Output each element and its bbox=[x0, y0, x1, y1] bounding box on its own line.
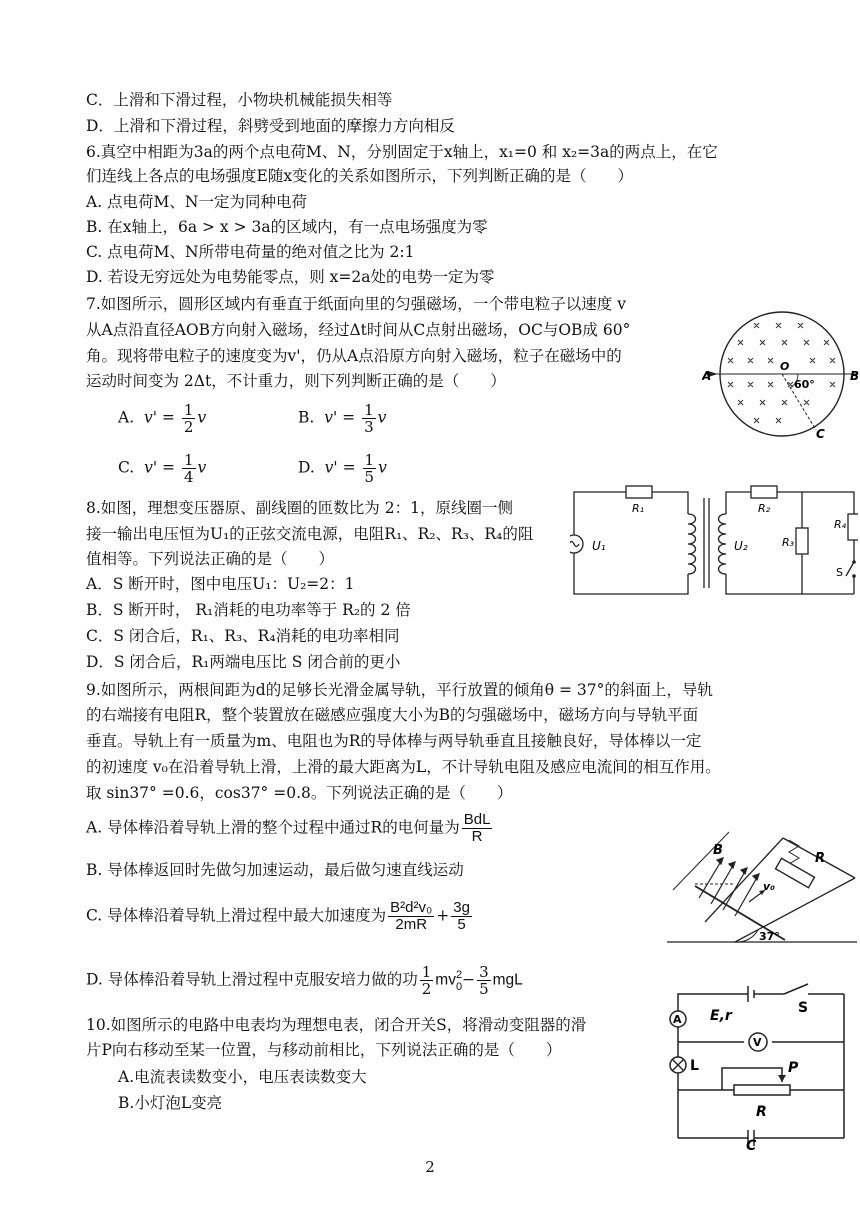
q8-stem-line2: 接一输出电压恒为U₁的正弦交流电源，电阻R₁、R₂、R₃、R₄的阻 bbox=[86, 525, 534, 543]
angle-37-label: 37° bbox=[759, 930, 780, 943]
q9-stem-line4: 的初速度 v₀在沿着导轨上滑，上滑的最大距离为L，不计导轨电阻及感应电流间的相互作用。 bbox=[86, 758, 721, 776]
q7-option-a: A. v' = $\frac{1}{2}$ v bbox=[118, 401, 207, 436]
q10-stem-line1: 10.如图所示的电路中电表均为理想电表，闭合开关S，将滑动变阻器的滑 bbox=[86, 1016, 587, 1034]
r1-label: R₁ bbox=[632, 502, 645, 515]
v0-label: v₀ bbox=[763, 880, 775, 893]
field-into-page-marks bbox=[728, 323, 835, 423]
point-c-label: C bbox=[816, 427, 825, 441]
q6-option-a: A. 点电荷M、N一定为同种电荷 bbox=[86, 193, 307, 211]
q9-stem-line2: 的右端接有电阻R，整个装置放在磁感应强度大小为B的匀强磁场中，磁场方向与导轨平面 bbox=[86, 706, 699, 724]
q5-option-c: C．上滑和下滑过程，小物块机械能损失相等 bbox=[86, 91, 393, 109]
q6-stem-line2: 们连线上各点的电场强度E随x变化的关系如图所示，下列判断正确的是（ ） bbox=[86, 167, 634, 185]
q6-option-d: D. 若设无穷远处为电势能零点，则 x=2a处的电势一定为零 bbox=[86, 268, 495, 286]
voltmeter-label: V bbox=[753, 1036, 762, 1049]
point-b-label: B bbox=[850, 369, 860, 383]
q9-option-c: C. 导体棒沿着导轨上滑过程中最大加速度为 $\frac{\text{B²d²v₀}}{2mR}$ + $\frac{3g}{5}$ bbox=[86, 899, 470, 933]
q8-option-b: B．S 断开时， R₁消耗的电功率等于 R₂的 2 倍 bbox=[86, 601, 411, 619]
q8-option-c: C．S 闭合后，R₁、R₃、R₄消耗的电功率相同 bbox=[86, 627, 400, 645]
q8-stem-line3: 值相等。下列说法正确的是（ ） bbox=[86, 550, 335, 568]
q7-stem-line1: 7.如图所示，圆形区域内有垂直于纸面向里的匀强磁场，一个带电粒子以速度 v bbox=[86, 295, 626, 313]
lamp-l-label: L bbox=[690, 1058, 699, 1074]
slider-p-label: P bbox=[788, 1060, 799, 1076]
q8-option-d: D．S 闭合后，R₁两端电压比 S 闭合前的更小 bbox=[86, 653, 401, 671]
q9-inclined-rails-figure bbox=[665, 828, 860, 946]
ammeter-label: A bbox=[673, 1013, 682, 1026]
q10-option-b: B.小灯泡L变亮 bbox=[118, 1094, 223, 1112]
q5-option-d: D．上滑和下滑过程，斜劈受到地面的摩擦力方向相反 bbox=[86, 117, 455, 135]
q9-option-b: B. 导体棒返回时先做匀加速运动，最后做匀速直线运动 bbox=[86, 861, 464, 879]
q10-option-a: A.电流表读数变小，电压表读数变大 bbox=[118, 1068, 367, 1086]
q9-option-d: D. 导体棒沿着导轨上滑过程中克服安培力做的功 $\frac{1}{2}$ mv 2 0 − $\frac{3}{5}$ mgL bbox=[86, 963, 523, 998]
q7-stem-line3: 角。现将带电粒子的速度变为v'，仍从A点沿原方向射入磁场，粒子在磁场中的 bbox=[86, 347, 622, 365]
q9-stem-line5: 取 sin37° =0.6，cos37° =0.8。下列说法正确的是（ ） bbox=[86, 784, 513, 802]
q7-magnetic-field-figure bbox=[702, 308, 860, 443]
q7-option-c: C. v' = $\frac{1}{4}$ v bbox=[118, 451, 207, 486]
q8-option-a: A．S 断开时，图中电压U₁：U₂=2：1 bbox=[86, 575, 355, 593]
source-er-label: E,r bbox=[710, 1008, 732, 1024]
q8-transformer-circuit bbox=[570, 484, 858, 602]
point-o-label: O bbox=[780, 360, 790, 373]
q7-option-b: B. v' = $\frac{1}{3}$ v bbox=[298, 401, 387, 436]
q7-stem-line2: 从A点沿直径AOB方向射入磁场，经过Δt时间从C点射出磁场，OC与OB成 60° bbox=[86, 321, 631, 339]
r3-label: R₃ bbox=[782, 536, 795, 549]
q7-option-d: D. v' = $\frac{1}{5}$ v bbox=[298, 451, 387, 486]
q6-stem-line1: 6.真空中相距为3a的两个点电荷M、N，分别固定于x轴上，x₁=0 和 x₂=3a的两点上，在它 bbox=[86, 143, 718, 161]
q6-option-c: C. 点电荷M、N所带电荷量的绝对值之比为 2:1 bbox=[86, 243, 415, 261]
switch-s-label: S bbox=[836, 566, 843, 579]
r4-label: R₄ bbox=[834, 518, 847, 531]
q10-circuit-figure bbox=[662, 982, 854, 1150]
u1-label: U₁ bbox=[592, 539, 606, 553]
q9-option-a: A. 导体棒沿着导轨上滑的整个过程中通过R的电何量为 BdL R bbox=[86, 811, 491, 845]
page-number: 2 bbox=[425, 1158, 435, 1176]
r2-label: R₂ bbox=[758, 502, 771, 515]
resistor-r-label: R bbox=[815, 851, 826, 866]
point-a-label: A bbox=[702, 369, 712, 383]
q10-stem-line2: 片P向右移动至某一位置，与移动前相比，下列说法正确的是（ ） bbox=[86, 1041, 562, 1059]
q9-stem-line1: 9.如图所示，两根间距为d的足够长光滑金属导轨，平行放置的倾角θ = 37°的斜面上，导轨 bbox=[86, 681, 713, 699]
b-field-label: B bbox=[713, 843, 723, 858]
resistor-r-label: R bbox=[756, 1104, 767, 1120]
angle-60-label: 60° bbox=[794, 378, 815, 391]
q7-stem-line4: 运动时间变为 2Δt，不计重力，则下列判断正确的是（ ） bbox=[86, 372, 506, 390]
capacitor-c-label: C bbox=[746, 1138, 757, 1150]
q6-option-b: B. 在x轴上，6a > x > 3a的区域内，有一点电场强度为零 bbox=[86, 218, 488, 236]
switch-s-label: S bbox=[798, 1000, 809, 1016]
u2-label: U₂ bbox=[734, 539, 748, 553]
q9-stem-line3: 垂直。导轨上有一质量为m、电阻也为R的导体棒与两导轨垂直且接触良好，导体棒以一定 bbox=[86, 732, 702, 750]
q8-stem-line1: 8.如图，理想变压器原、副线圈的匝数比为 2：1，原线圈一侧 bbox=[86, 499, 513, 517]
